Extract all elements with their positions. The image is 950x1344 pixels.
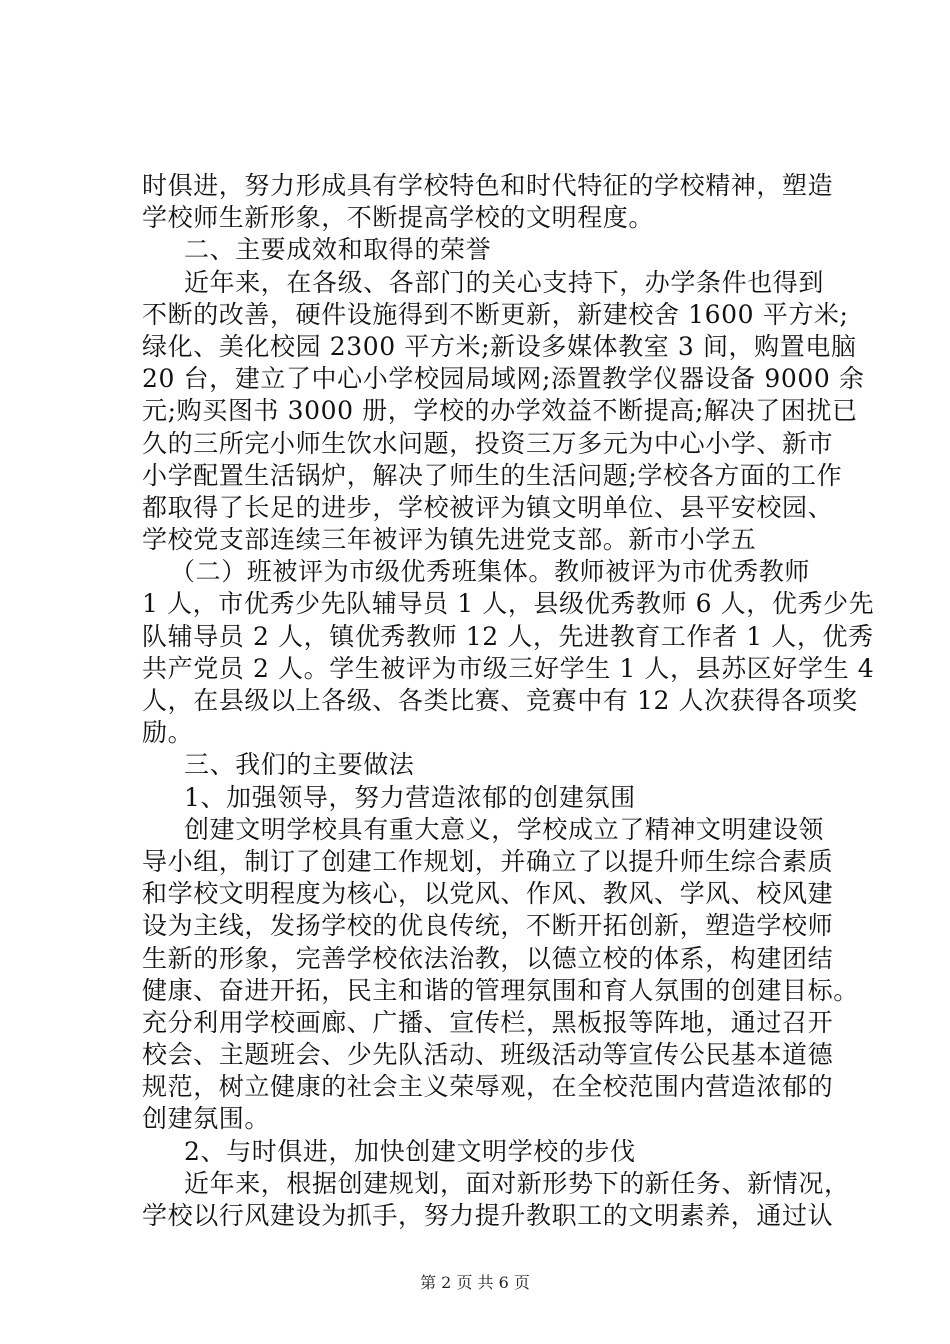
text-line: 规范，树立健康的社会主义荣辱观，在全校范围内营造浓郁的 [142,1072,834,1102]
text-line: 学校党支部连续三年被评为镇先进党支部。新市小学五 [142,525,757,555]
document-body [142,170,875,1232]
text-line: 久的三所完小师生饮水问题，投资三万多元为中心小学、新市 [142,428,834,458]
text-line: 人，在县级以上各级、各类比赛、竞赛中有 12 人次获得各项奖 [142,686,858,715]
text-line: 充分利用学校画廊、广播、宣传栏，黑板报等阵地，通过召开 [142,1007,834,1037]
text-line: 2、与时俱进，加快创建文明学校的步伐 [184,1136,636,1166]
text-line: 绿化、美化校园 2300 平方米;新设多媒体教室 3 间，购置电脑 [142,331,857,361]
text-line: 共产党员 2 人。学生被评为市级三好学生 1 人，县苏区好学生 4 [142,653,875,683]
text-line: 健康、奋进开拓，民主和谐的管理氛围和育人氛围的创建目标。 [142,975,859,1005]
text-line: 校会、主题班会、少先队活动、班级活动等宣传公民基本道德 [142,1040,834,1070]
text-line: 创建文明学校具有重大意义，学校成立了精神文明建设领 [184,814,825,844]
text-line: 队辅导员 2 人，镇优秀教师 12 人，先进教育工作者 1 人，优秀 [142,621,874,651]
text-line: 三、我们的主要做法 [184,750,415,780]
text-line: 学校师生新形象，不断提高学校的文明程度。 [142,203,655,233]
text-line: 生新的形象，完善学校依法治教，以德立校的体系，构建团结 [142,943,834,973]
text-line: 创建氛围。 [142,1104,271,1134]
text-line: 1、加强领导，努力营造浓郁的创建氛围 [184,782,636,812]
text-line: 设为主线，发扬学校的优良传统，不断开拓创新，塑造学校师 [142,911,834,941]
text-line: 时俱进，努力形成具有学校特色和时代特征的学校精神，塑造 [142,171,834,200]
text-line: 元;购买图书 3000 册，学校的办学效益不断提高;解决了困扰已 [142,396,858,426]
text-line: 学校以行风建设为抓手，努力提升教职工的文明素养，通过认 [142,1201,834,1230]
text-line: 励。 [142,718,194,748]
text-line: 1 人，市优秀少先队辅导员 1 人，县级优秀教师 6 人，优秀少先 [142,589,875,619]
text-line: 小学配置生活锅炉，解决了师生的生活问题;学校各方面的工作 [142,460,843,490]
text-line: 20 台，建立了中心小学校园局域网;添置教学仪器设备 9000 余 [142,364,865,394]
text-line: 不断的改善，硬件设施得到不断更新，新建校舍 1600 平方米; [142,299,849,329]
text-line: 都取得了长足的进步，学校被评为镇文明单位、县平安校园、 [142,492,834,522]
text-line: 近年来，在各级、各部门的关心支持下，办学条件也得到 [184,267,825,297]
text-line: 和学校文明程度为核心，以党风、作风、教风、学风、校风建 [142,879,834,909]
text-line: 近年来，根据创建规划，面对新形势下的新任务、新情况， [184,1168,850,1198]
text-line: 导小组，制订了创建工作规划，并确立了以提升师生综合素质 [142,846,834,876]
page-footer: 第 2 页 共 6 页 [420,1273,530,1292]
text-line: （二）班被评为市级优秀班集体。教师被评为市优秀教师 [170,557,811,587]
text-line: 二、主要成效和取得的荣誉 [184,235,492,265]
